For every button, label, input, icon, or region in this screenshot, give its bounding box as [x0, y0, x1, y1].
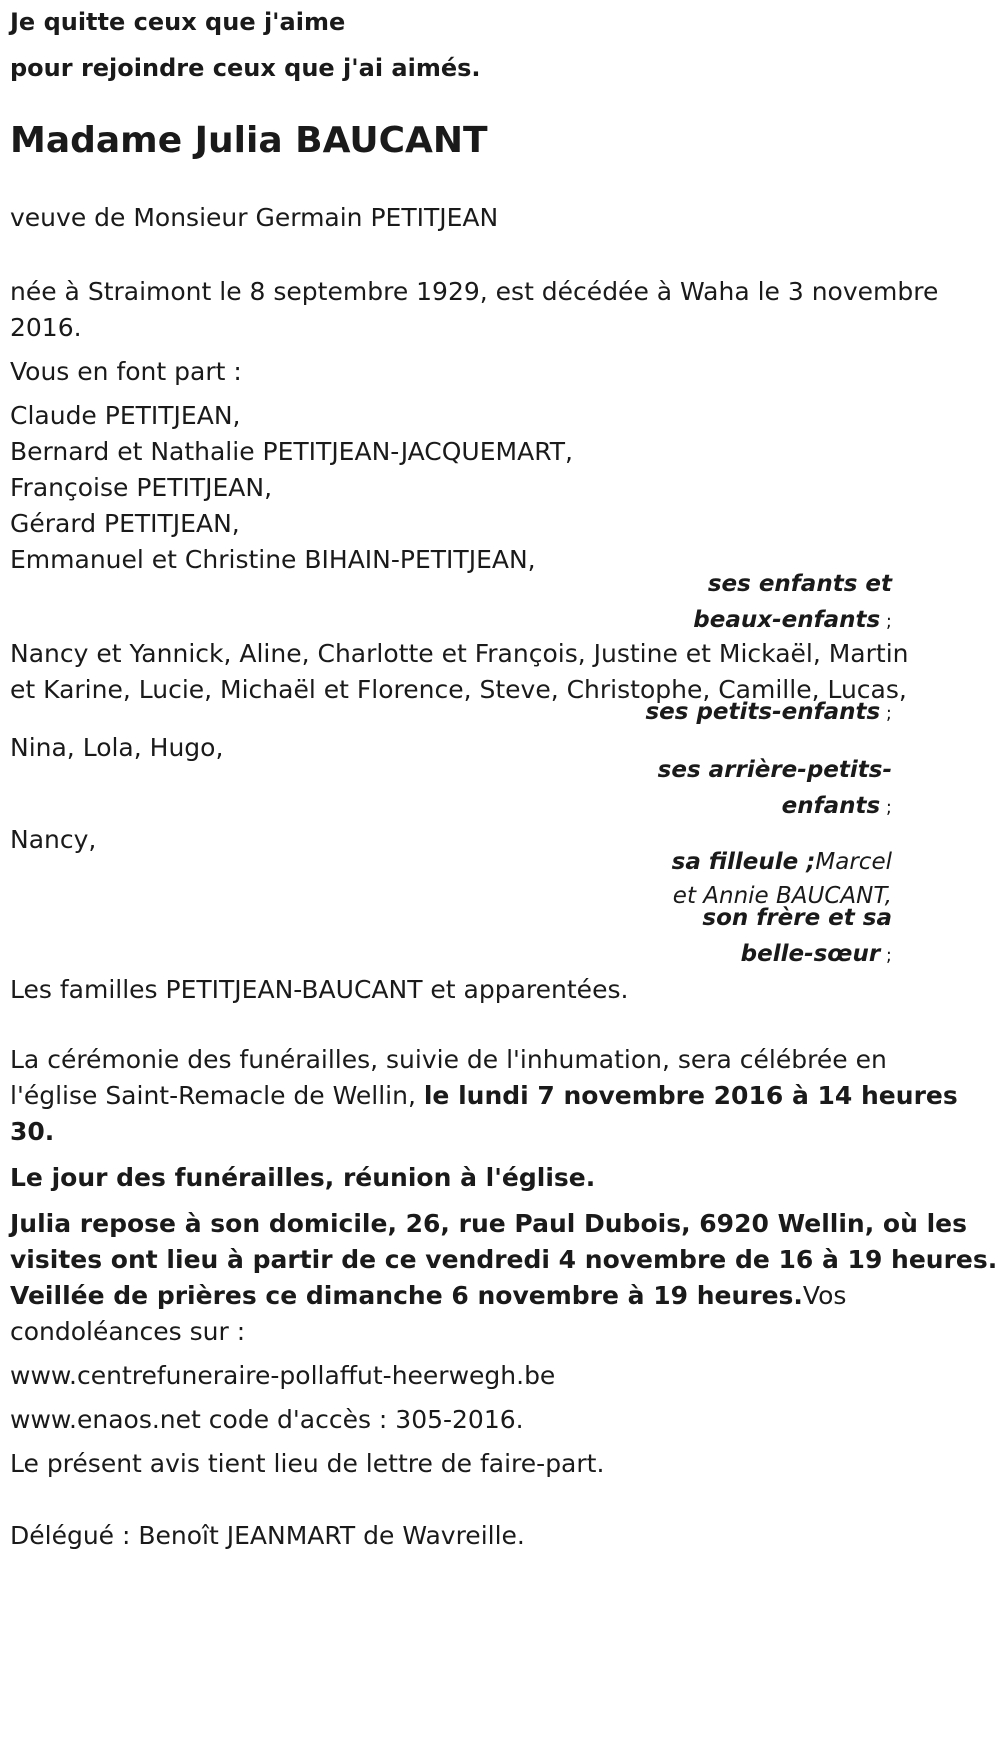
child-name: Bernard et Nathalie PETITJEAN-JACQUEMART,	[10, 437, 573, 466]
rest-line-2: visites ont lieu à partir de ce vendredi 4 novembre de 16 à 19 heures.	[10, 1245, 998, 1274]
announce-intro: Vous en font part :	[10, 357, 242, 386]
children-role-line-1: ses enfants et	[707, 571, 892, 597]
great-grandchildren-role-line-2	[782, 786, 892, 828]
vigil-text: Veillée de prières ce dimanche 6 novembre à 19 heures.	[10, 1281, 803, 1310]
child-name: Claude PETITJEAN,	[10, 401, 241, 430]
epigraph-line-2: pour rejoindre ceux que j'ai aimés.	[10, 54, 481, 82]
great-grandchildren-role-punct: ;	[880, 797, 892, 818]
page-title: Madame Julia BAUCANT	[10, 120, 488, 161]
families-line: Les familles PETITJEAN-BAUCANT et apparentées.	[10, 975, 629, 1004]
condolences-start: Vos	[802, 1281, 847, 1310]
great-grandchildren-role-text: enfants	[781, 793, 881, 819]
brother-role-line-2	[741, 934, 892, 976]
delegate-line: Délégué : Benoît JEANMART de Wavreille.	[10, 1521, 525, 1550]
rest-line-4: condoléances sur :	[10, 1317, 246, 1346]
brother-role-punct: ;	[880, 945, 892, 966]
grandchildren-role-text: ses petits-enfants	[645, 699, 881, 725]
children-role-text: beaux-enfants	[693, 607, 881, 633]
brother-name-start: Marcel	[815, 849, 892, 875]
ceremony-line-2	[10, 1076, 958, 1116]
great-grandchildren-role-line-1: ses arrière-petits-	[657, 757, 892, 783]
grandchildren-line-2: et Karine, Lucie, Michaël et Florence, Steve, Christophe, Camille, Lucas,	[10, 675, 907, 704]
brother-names: et Annie BAUCANT,	[672, 883, 892, 909]
ceremony-date: le lundi 7 novembre 2016 à 14 heures	[423, 1081, 958, 1110]
goddaughter-name: Nancy,	[10, 825, 97, 854]
rest-line-3	[10, 1276, 846, 1316]
meeting-line: Le jour des funérailles, réunion à l'église.	[10, 1163, 596, 1192]
great-grandchildren: Nina, Lola, Hugo,	[10, 733, 224, 762]
ceremony-line-3: 30.	[10, 1117, 55, 1146]
widow-line: veuve de Monsieur Germain PETITJEAN	[10, 203, 499, 232]
birth-death-line-2: 2016.	[10, 313, 82, 342]
grandchildren-line-1: Nancy et Yannick, Aline, Charlotte et François, Justine et Mickaël, Martin	[10, 639, 909, 668]
grandchildren-role	[645, 692, 892, 734]
brother-role-text: belle-sœur	[740, 941, 881, 967]
children-role-punct: ;	[880, 611, 892, 632]
epigraph-line-1: Je quitte ceux que j'aime	[10, 8, 346, 36]
notice-line: Le présent avis tient lieu de lettre de faire-part.	[10, 1449, 605, 1478]
rest-line-1: Julia repose à son domicile, 26, rue Paul Dubois, 6920 Wellin, où les	[10, 1209, 967, 1238]
ceremony-place: l'église Saint-Remacle de Wellin,	[10, 1081, 424, 1110]
goddaughter-role-text: sa filleule ;	[671, 849, 816, 875]
child-name: Gérard PETITJEAN,	[10, 509, 240, 538]
birth-death-line-1: née à Straimont le 8 septembre 1929, est décédée à Waha le 3 novembre	[10, 277, 939, 306]
ceremony-line-1: La cérémonie des funérailles, suivie de l'inhumation, sera célébrée en	[10, 1045, 887, 1074]
grandchildren-role-punct: ;	[880, 703, 892, 724]
brother-role-line-1: son frère et sa	[702, 905, 892, 931]
website-link-2[interactable]: www.enaos.net code d'accès : 305-2016.	[10, 1405, 524, 1434]
child-name: Françoise PETITJEAN,	[10, 473, 273, 502]
website-link-1[interactable]: www.centrefuneraire-pollaffut-heerwegh.be	[10, 1361, 556, 1390]
child-name: Emmanuel et Christine BIHAIN-PETITJEAN,	[10, 545, 536, 574]
